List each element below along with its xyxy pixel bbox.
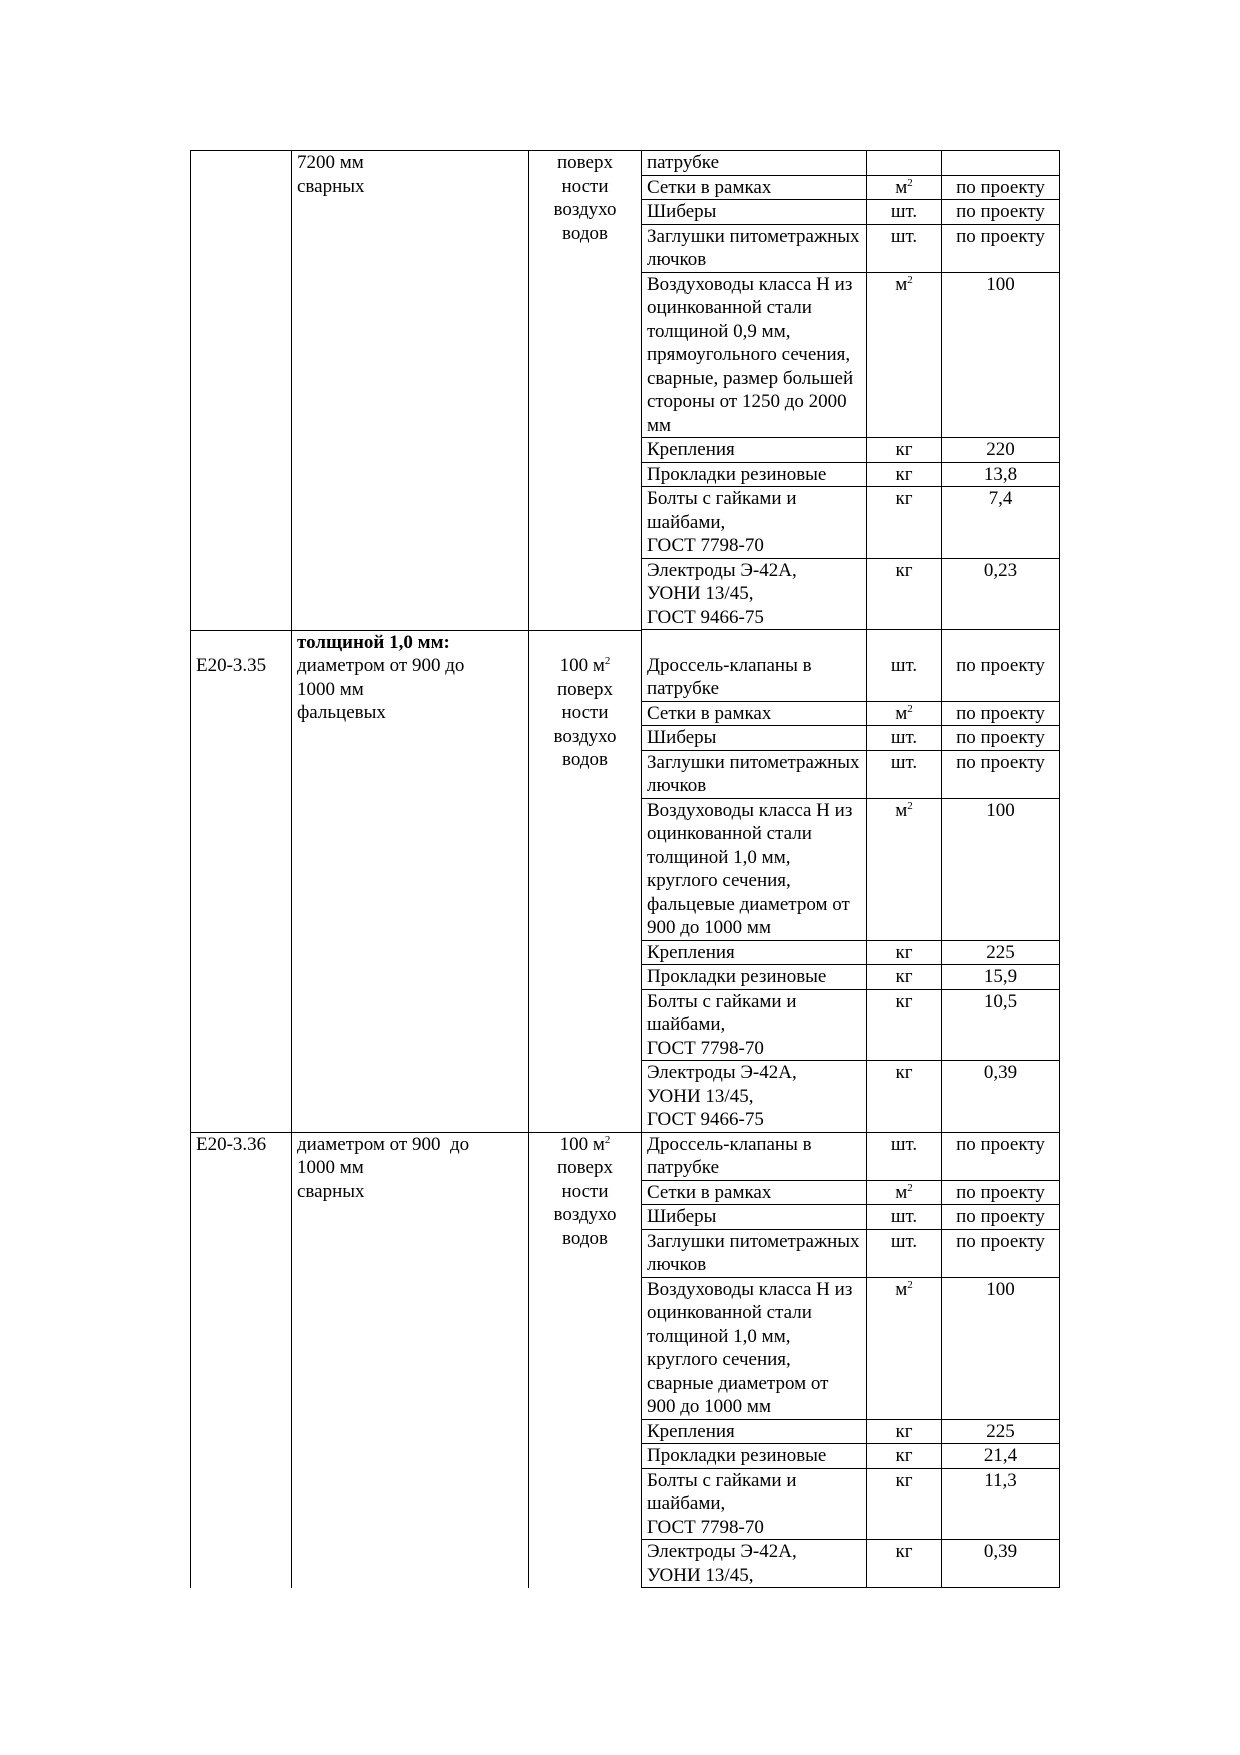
resource-unit: кг (867, 965, 942, 990)
resource-qty: по проекту (942, 1205, 1060, 1230)
resource-name: Крепления (642, 438, 867, 463)
resource-qty: 220 (942, 438, 1060, 463)
document-page (190, 150, 1060, 1588)
table-row (191, 1132, 1060, 1180)
unit-line: поверх (557, 152, 613, 173)
spacer-cell (642, 630, 867, 654)
resource-unit: шт. (867, 654, 942, 702)
resource-name: Воздуховоды класса Н из оцинкованной стали толщиной 1,0 мм, круглого сечения, сварные диаметром от 900 до 1000 мм (642, 1277, 867, 1419)
resource-qty: по проекту (942, 726, 1060, 751)
resource-name: Заглушки питометражных лючков (642, 224, 867, 272)
name-line: фальцевых (297, 702, 386, 723)
unit-line: водов (562, 222, 608, 244)
resource-unit: кг (867, 487, 942, 559)
resource-qty: по проекту (942, 1180, 1060, 1205)
resource-qty: по проекту (942, 200, 1060, 225)
resource-qty: 15,9 (942, 965, 1060, 990)
resource-name: Шиберы (642, 726, 867, 751)
norm-code: Е20-3.36 (196, 1133, 267, 1155)
resource-unit (867, 151, 942, 176)
resource-qty: 100 (942, 1277, 1060, 1419)
resource-unit: $м^2$ (867, 798, 942, 940)
resource-name: патрубке (642, 151, 867, 176)
unit-cell (529, 1132, 642, 1588)
resource-name: Шиберы (642, 1205, 867, 1230)
resource-name: Прокладки резиновые (642, 1444, 867, 1469)
resource-qty: 13,8 (942, 462, 1060, 487)
resource-unit: $м^2$ (867, 272, 942, 438)
resource-unit: кг (867, 1444, 942, 1469)
resource-name: Дроссель-клапаны в патрубке (642, 654, 867, 702)
resource-unit: кг (867, 1061, 942, 1133)
resource-name: Болты с гайками и шайбами, ГОСТ 7798-70 (642, 1468, 867, 1540)
spacer-cell (867, 630, 942, 654)
resource-unit: кг (867, 1540, 942, 1588)
resource-qty (942, 151, 1060, 176)
unit-line: воздухо (553, 1204, 617, 1225)
resource-qty: 0,39 (942, 1540, 1060, 1588)
resource-unit: кг (867, 558, 942, 630)
superscript: 2 (604, 655, 611, 667)
resource-unit: шт. (867, 726, 942, 751)
spacer-cell (942, 630, 1060, 654)
resource-unit: шт. (867, 224, 942, 272)
resource-qty: по проекту (942, 224, 1060, 272)
resource-name: Сетки в рамках (642, 175, 867, 200)
superscript: 2 (907, 1278, 913, 1291)
resource-unit: кг (867, 438, 942, 463)
resource-unit: шт. (867, 200, 942, 225)
unit-line: водов (562, 749, 608, 770)
resource-unit: кг (867, 1419, 942, 1444)
resource-name: Болты с гайками и шайбами, ГОСТ 7798-70 (642, 989, 867, 1061)
resource-name: Электроды Э-42А, УОНИ 13/45, ГОСТ 9466-75 (642, 1061, 867, 1133)
resource-unit: $м^2$ (867, 175, 942, 200)
resource-name: Прокладки резиновые (642, 965, 867, 990)
resource-unit: кг (867, 1468, 942, 1540)
resource-name: Шиберы (642, 200, 867, 225)
resource-name: Сетки в рамках (642, 701, 867, 726)
subheading: толщиной 1,0 мм: (297, 631, 450, 653)
resource-name: Крепления (642, 1419, 867, 1444)
unit-line: поверх (557, 1157, 613, 1178)
unit-cell (529, 630, 642, 1132)
resource-unit: кг (867, 462, 942, 487)
resource-name: Сетки в рамках (642, 1180, 867, 1205)
resource-name: Воздуховоды класса Н из оцинкованной стали толщиной 1,0 мм, круглого сечения, фальцевые диаметром от 900 до 1000 мм (642, 798, 867, 940)
superscript: 2 (907, 702, 913, 715)
resource-unit: шт. (867, 750, 942, 798)
norms-table (190, 150, 1060, 1588)
resource-qty: 11,3 (942, 1468, 1060, 1540)
code-cell (191, 151, 292, 631)
resource-qty: 21,4 (942, 1444, 1060, 1469)
resource-unit: шт. (867, 1132, 942, 1180)
resource-name: Электроды Э-42А, УОНИ 13/45, (642, 1540, 867, 1588)
unit-line: водов (562, 1227, 608, 1249)
unit-line: ности (561, 702, 609, 723)
name-cell (292, 630, 529, 1132)
name-line: 1000 мм (297, 678, 364, 700)
name-line: диаметром от 900 до (297, 655, 465, 676)
unit-head: 100 $м^2$ (559, 1133, 611, 1155)
resource-qty: 7,4 (942, 487, 1060, 559)
resource-unit: $м^2$ (867, 1277, 942, 1419)
resource-name: Прокладки резиновые (642, 462, 867, 487)
resource-qty: по проекту (942, 701, 1060, 726)
name-line: сварных (297, 175, 365, 197)
resource-name: Крепления (642, 940, 867, 965)
resource-qty: по проекту (942, 654, 1060, 702)
resource-name: Заглушки питометражных лючков (642, 1229, 867, 1277)
resource-qty: 225 (942, 940, 1060, 965)
unit-line: поверх (557, 678, 613, 700)
resource-unit: $м^2$ (867, 1180, 942, 1205)
resource-qty: 225 (942, 1419, 1060, 1444)
resource-unit: кг (867, 989, 942, 1061)
superscript: 2 (907, 273, 913, 286)
resource-qty: 0,39 (942, 1061, 1060, 1133)
unit-line: воздухо (553, 199, 617, 220)
unit-head: 100 $м^2$ (559, 655, 611, 676)
resource-qty: 100 (942, 798, 1060, 940)
superscript: 2 (907, 799, 913, 812)
resource-name: Заглушки питометражных лючков (642, 750, 867, 798)
resource-qty: 100 (942, 272, 1060, 438)
unit-line: ности (561, 1180, 609, 1202)
resource-name: Электроды Э-42А, УОНИ 13/45, ГОСТ 9466-75 (642, 558, 867, 630)
name-line: 7200 мм (297, 152, 364, 173)
resource-unit: шт. (867, 1229, 942, 1277)
code-cell (191, 630, 292, 1132)
superscript: 2 (907, 176, 913, 189)
superscript: 2 (604, 1133, 611, 1146)
resource-qty: по проекту (942, 1132, 1060, 1180)
resource-unit: кг (867, 940, 942, 965)
unit-line: ности (561, 175, 609, 197)
table-row (191, 151, 1060, 176)
resource-name: Дроссель-клапаны в патрубке (642, 1132, 867, 1180)
name-cell (292, 151, 529, 631)
name-cell (292, 1132, 529, 1588)
superscript: 2 (907, 1181, 913, 1194)
resource-qty: по проекту (942, 175, 1060, 200)
resource-unit: $м^2$ (867, 701, 942, 726)
unit-cell (529, 151, 642, 631)
resource-qty: 0,23 (942, 558, 1060, 630)
resource-unit: шт. (867, 1205, 942, 1230)
resource-name: Болты с гайками и шайбами, ГОСТ 7798-70 (642, 487, 867, 559)
table-row (191, 630, 1060, 654)
norm-code: Е20-3.35 (196, 655, 267, 676)
unit-line: воздухо (553, 725, 617, 747)
resource-qty: по проекту (942, 750, 1060, 798)
resource-name: Воздуховоды класса Н из оцинкованной стали толщиной 0,9 мм, прямоугольного сечения, сварные, размер большей стороны от 1250 до 2000 мм (642, 272, 867, 438)
code-cell (191, 1132, 292, 1588)
resource-qty: по проекту (942, 1229, 1060, 1277)
resource-qty: 10,5 (942, 989, 1060, 1061)
name-line: 1000 мм (297, 1157, 364, 1178)
name-line: сварных (297, 1180, 365, 1202)
name-line: диаметром от 900 до (297, 1133, 470, 1155)
